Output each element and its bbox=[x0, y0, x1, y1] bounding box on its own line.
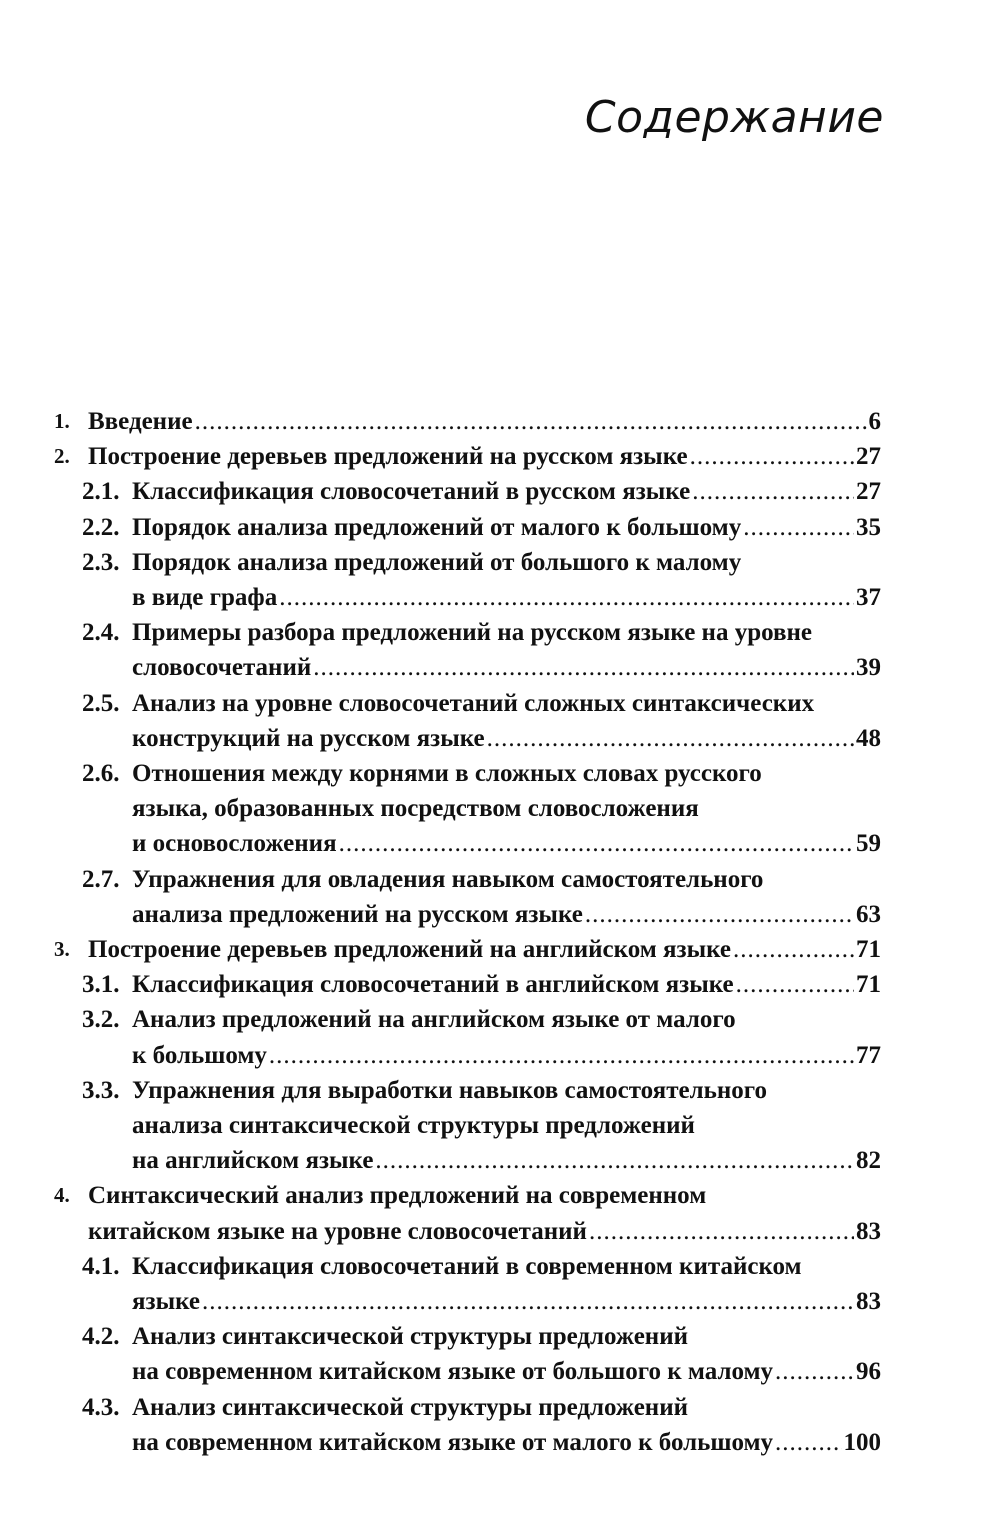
dot-leader bbox=[736, 967, 854, 1002]
toc-entry-number: 4.3. bbox=[82, 1393, 120, 1421]
toc-entry-number: 1. bbox=[54, 409, 70, 433]
toc-entry-number: 4. bbox=[54, 1183, 70, 1208]
toc-entry-title-line: словосочетаний bbox=[132, 654, 312, 682]
toc-entry-title-line: в виде графа bbox=[132, 584, 278, 611]
toc-entry[interactable] bbox=[0, 967, 1000, 1002]
toc-entry-title-line: к большому bbox=[132, 1041, 267, 1069]
toc-entry-page-number: 6 bbox=[868, 408, 881, 435]
toc-entry-page-number: 82 bbox=[856, 1147, 881, 1175]
toc-entry-number: 2.7. bbox=[82, 865, 120, 893]
toc-entry-title-line: китайском языке на уровне словосочетаний bbox=[88, 1217, 587, 1245]
dot-leader bbox=[585, 897, 854, 932]
toc-entry[interactable] bbox=[0, 1002, 1000, 1072]
toc-entry-number: 2. bbox=[54, 444, 70, 469]
toc-entry[interactable] bbox=[0, 686, 1000, 756]
toc-entry-title-line: Анализ на уровне словосочетаний сложных синтаксических bbox=[132, 689, 815, 717]
toc-entry-title-line: Построение деревьев предложений на английском языке bbox=[88, 935, 731, 963]
toc-entry-title-line: Анализ синтаксической структуры предложений bbox=[132, 1393, 689, 1421]
dot-leader bbox=[487, 721, 854, 756]
toc-entry[interactable] bbox=[0, 404, 1000, 439]
toc-entry-number: 2.3. bbox=[82, 548, 120, 576]
toc-entry-number: 2.4. bbox=[82, 619, 120, 647]
toc-entry-page-number: 63 bbox=[856, 900, 881, 928]
toc-entry-title-line: Порядок анализа предложений от малого к большому bbox=[132, 513, 742, 541]
toc-entry-page-number: 27 bbox=[856, 443, 881, 471]
toc-entry-title-line: Построение деревьев предложений на русском языке bbox=[88, 443, 688, 471]
toc-entry-title-line: Синтаксический анализ предложений на современном bbox=[88, 1182, 707, 1210]
toc-entry-title-line: Упражнения для выработки навыков самостоятельного bbox=[132, 1076, 767, 1104]
toc-entry-title-line: Примеры разбора предложений на русском языке на уровне bbox=[132, 619, 812, 647]
toc-entry-title-line: Отношения между корнями в сложных словах русского bbox=[132, 759, 762, 787]
toc-entry[interactable] bbox=[0, 545, 1000, 615]
page-title: Содержание bbox=[584, 92, 884, 143]
toc-entry-title-line: Анализ синтаксической структуры предложений bbox=[132, 1323, 689, 1351]
toc-entry[interactable] bbox=[0, 862, 1000, 932]
toc-entry-page-number: 83 bbox=[856, 1217, 881, 1245]
dot-leader bbox=[775, 1354, 854, 1389]
toc-entry[interactable] bbox=[0, 1073, 1000, 1179]
dot-leader bbox=[269, 1038, 854, 1073]
toc-entry-page-number: 100 bbox=[843, 1428, 881, 1456]
toc-entry[interactable] bbox=[0, 1319, 1000, 1389]
toc-entry-page-number: 83 bbox=[856, 1287, 881, 1315]
toc-entry-page-number: 37 bbox=[856, 584, 881, 611]
toc-entry-title-line: анализа предложений на русском языке bbox=[132, 900, 583, 928]
toc-entry[interactable] bbox=[0, 439, 1000, 474]
toc-entry-page-number: 48 bbox=[856, 724, 881, 752]
dot-leader bbox=[375, 1143, 854, 1178]
toc-entry-number: 4.1. bbox=[82, 1252, 120, 1280]
toc-entry[interactable] bbox=[0, 474, 1000, 509]
toc-entry[interactable] bbox=[0, 756, 1000, 862]
toc-entry-title-line: на современном китайском языке от малого к большому bbox=[132, 1428, 774, 1456]
toc-entry-page-number: 77 bbox=[856, 1041, 881, 1069]
toc-entry[interactable] bbox=[0, 1178, 1000, 1248]
toc-entry[interactable] bbox=[0, 510, 1000, 545]
toc-entry-title-line: конструкций на русском языке bbox=[132, 724, 485, 752]
dot-leader bbox=[775, 1425, 841, 1460]
toc-entry[interactable] bbox=[0, 615, 1000, 685]
dot-leader bbox=[690, 439, 854, 474]
toc-entry-number: 2.1. bbox=[82, 478, 120, 506]
toc-entry-title-line: Упражнения для овладения навыком самостоятельного bbox=[132, 865, 764, 893]
toc-entry-number: 3.3. bbox=[82, 1076, 120, 1104]
toc-entry-title-line: Классификация словосочетаний в английском языке bbox=[132, 971, 734, 999]
toc-entry-title-line: Анализ предложений на английском языке от малого bbox=[132, 1006, 736, 1034]
toc-entry[interactable] bbox=[0, 1390, 1000, 1460]
toc-entry[interactable] bbox=[0, 932, 1000, 967]
dot-leader bbox=[339, 826, 854, 861]
dot-leader bbox=[313, 650, 854, 685]
toc-entry-page-number: 27 bbox=[856, 478, 881, 506]
toc-entry-title-line: Классификация словосочетаний в русском языке bbox=[132, 478, 691, 506]
toc-entry-title-line: и основосложения bbox=[132, 830, 337, 858]
toc-entry-title-line: языка, образованных посредством словосложения bbox=[132, 795, 699, 823]
toc-entry-page-number: 71 bbox=[856, 971, 881, 999]
toc-entry-title-line: на английском языке bbox=[132, 1147, 374, 1175]
toc-entry-number: 2.6. bbox=[82, 759, 120, 787]
toc-entry-page-number: 59 bbox=[856, 830, 881, 858]
toc-entry-page-number: 39 bbox=[856, 654, 881, 682]
toc-entry-title-line: языке bbox=[132, 1287, 200, 1315]
dot-leader bbox=[743, 510, 854, 545]
toc-entry-title-line: Порядок анализа предложений от большого к малому bbox=[132, 548, 742, 576]
toc-entry-page-number: 35 bbox=[856, 513, 881, 541]
dot-leader bbox=[279, 580, 854, 615]
toc-entry-title-line: анализа синтаксической структуры предложений bbox=[132, 1111, 695, 1139]
toc-entry-number: 2.2. bbox=[82, 513, 120, 541]
toc-entry-page-number: 71 bbox=[856, 935, 881, 963]
toc-entry-number: 2.5. bbox=[82, 689, 120, 717]
dot-leader bbox=[195, 404, 867, 439]
toc-entry-title-line: на современном китайском языке от большого к малому bbox=[132, 1358, 774, 1386]
table-of-contents bbox=[0, 404, 1000, 1460]
toc-entry[interactable] bbox=[0, 1249, 1000, 1319]
toc-entry-title-line: Классификация словосочетаний в современном китайском bbox=[132, 1252, 802, 1280]
toc-entry-page-number: 96 bbox=[856, 1358, 881, 1386]
toc-entry-title-line: Введение bbox=[88, 408, 193, 435]
dot-leader bbox=[589, 1214, 854, 1249]
dot-leader bbox=[692, 474, 854, 509]
dot-leader bbox=[202, 1284, 854, 1319]
dot-leader bbox=[733, 932, 854, 967]
toc-entry-number: 3.1. bbox=[82, 971, 120, 999]
toc-entry-number: 4.2. bbox=[82, 1323, 120, 1351]
toc-entry-number: 3. bbox=[54, 936, 70, 961]
toc-entry-number: 3.2. bbox=[82, 1006, 120, 1034]
